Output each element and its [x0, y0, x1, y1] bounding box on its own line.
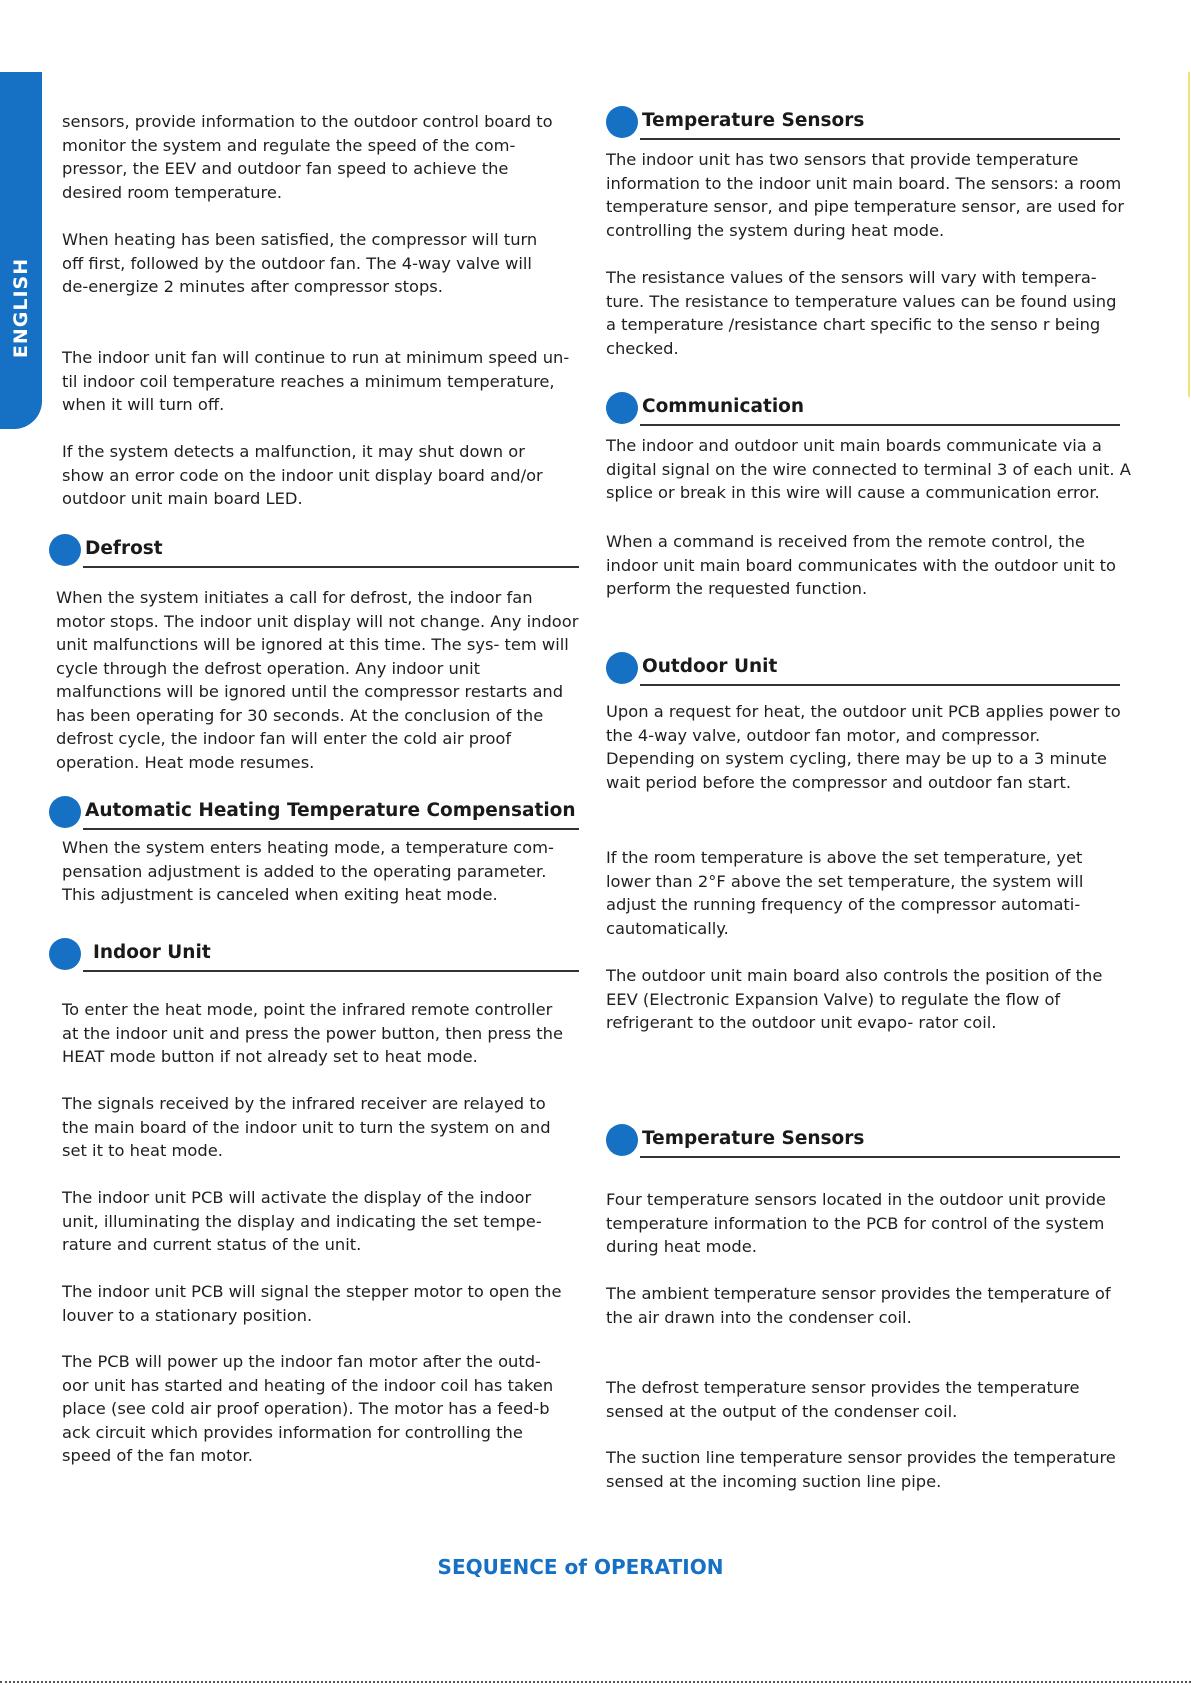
intro-paragraph-3: The indoor unit fan will continue to run at minimum speed un- til indoor coil temperature reaches a minimum temperature, when it will turn off.	[62, 348, 570, 414]
indoor-unit-paragraph-3: The indoor unit PCB will activate the display of the indoor unit, illuminating the display and indicating the set tempe- rature and current status of the unit.	[62, 1188, 542, 1254]
section-title: Temperature Sensors	[642, 1128, 865, 1149]
temp-sensors-outdoor-paragraph-3: The defrost temperature sensor provides the temperature sensed at the output of the condenser coil.	[606, 1378, 1080, 1421]
section-title: Automatic Heating Temperature Compensation	[85, 800, 576, 821]
outdoor-unit-paragraph-2: If the room temperature is above the set temperature, yet lower than 2°F above the set temperature, the system will adjust the running frequency of the compressor automati- cautomatically.	[606, 848, 1084, 938]
section-bullet-icon	[49, 534, 81, 566]
intro-paragraph-1: sensors, provide information to the outdoor control board to monitor the system and regulate the speed of the com- pressor, the EEV and outdoor fan speed to achieve the desired room temperature.	[62, 112, 553, 202]
section-bullet-icon	[49, 938, 81, 970]
section-divider	[640, 424, 1120, 426]
outdoor-unit-paragraph-3: The outdoor unit main board also controls the position of the EEV (Electronic Expansion Valve) to regulate the flow of refrigerant to the outdoor unit evapo- rator coil.	[606, 966, 1103, 1032]
section-divider	[640, 1156, 1120, 1158]
defrost-paragraph-1: When the system initiates a call for defrost, the indoor fan motor stops. The indoor unit display will not change. Any indoor unit malfunctions will be ignored at this time. The sys- tem will cycle through the defrost operation. Any indoor unit malfunctions will be ignored until the compressor restarts and has been operating for 30 seconds. At the conclusion of the defrost cycle, the indoor fan will enter the cold air proof operation. Heat mode resumes.	[56, 588, 579, 772]
communication-paragraph-1: The indoor and outdoor unit main boards communicate via a digital signal on the wire connected to terminal 3 of each unit. A splice or break in this wire will cause a communication error.	[606, 436, 1131, 502]
language-label: ENGLISH	[10, 257, 32, 359]
page-footer-title: SEQUENCE of OPERATION	[437, 1555, 724, 1579]
temp-sensors-indoor-paragraph-2: The resistance values of the sensors will vary with tempera- ture. The resistance to temperature values can be found using a temperature /resistance chart specific to the senso r being checked.	[606, 268, 1117, 358]
section-divider	[640, 684, 1120, 686]
right-edge-line	[1188, 72, 1190, 397]
section-title: Defrost	[85, 538, 163, 559]
intro-paragraph-2: When heating has been satisfied, the compressor will turn off first, followed by the outdoor fan. The 4-way valve will de-energize 2 minutes after compressor stops.	[62, 230, 538, 296]
section-title: Outdoor Unit	[642, 656, 778, 677]
section-divider	[83, 828, 579, 830]
section-bullet-icon	[606, 1124, 638, 1156]
indoor-unit-paragraph-1: To enter the heat mode, point the infrared remote controller at the indoor unit and press the power button, then press the HEAT mode button if not already set to heat mode.	[62, 1000, 563, 1066]
section-title: Communication	[642, 396, 805, 417]
indoor-unit-paragraph-5: The PCB will power up the indoor fan motor after the outd- oor unit has started and heating of the indoor coil has taken place (see cold air proof operation). The motor has a feed-b ack circuit which provides information for controlling the speed of the fan motor.	[62, 1352, 554, 1465]
section-bullet-icon	[49, 796, 81, 828]
temp-sensors-outdoor-paragraph-2: The ambient temperature sensor provides the temperature of the air drawn into the condenser coil.	[606, 1284, 1111, 1327]
section-divider	[83, 970, 579, 972]
section-bullet-icon	[606, 392, 638, 424]
section-divider	[83, 566, 579, 568]
section-divider	[640, 138, 1120, 140]
outdoor-unit-paragraph-1: Upon a request for heat, the outdoor unit PCB applies power to the 4-way valve, outdoor fan motor, and compressor. Depending on system cycling, there may be up to a 3 minute wait period before the compressor and outdoor fan start.	[606, 702, 1121, 792]
section-bullet-icon	[606, 652, 638, 684]
temp-sensors-indoor-paragraph-1: The indoor unit has two sensors that provide temperature information to the indoor unit main board. The sensors: a room temperature sensor, and pipe temperature sensor, are used for controlling the system during heat mode.	[606, 150, 1125, 240]
section-title: Temperature Sensors	[642, 110, 865, 131]
bottom-dotted-rule	[0, 1681, 1191, 1683]
indoor-unit-paragraph-4: The indoor unit PCB will signal the stepper motor to open the louver to a stationary position.	[62, 1282, 562, 1325]
auto-heating-paragraph-1: When the system enters heating mode, a temperature com- pensation adjustment is added to the operating parameter. This adjustment is canceled when exiting heat mode.	[62, 838, 554, 904]
temp-sensors-outdoor-paragraph-4: The suction line temperature sensor provides the temperature sensed at the incoming suction line pipe.	[606, 1448, 1116, 1491]
indoor-unit-paragraph-2: The signals received by the infrared receiver are relayed to the main board of the indoor unit to turn the system on and set it to heat mode.	[62, 1094, 551, 1160]
section-bullet-icon	[606, 106, 638, 138]
communication-paragraph-2: When a command is received from the remote control, the indoor unit main board communicates with the outdoor unit to perform the requested function.	[606, 532, 1116, 598]
section-title: Indoor Unit	[93, 942, 211, 963]
intro-paragraph-4: If the system detects a malfunction, it may shut down or show an error code on the indoor unit display board and/or outdoor unit main board LED.	[62, 442, 543, 508]
language-side-tab	[0, 72, 42, 429]
temp-sensors-outdoor-paragraph-1: Four temperature sensors located in the outdoor unit provide temperature information to the PCB for control of the system during heat mode.	[606, 1190, 1106, 1256]
